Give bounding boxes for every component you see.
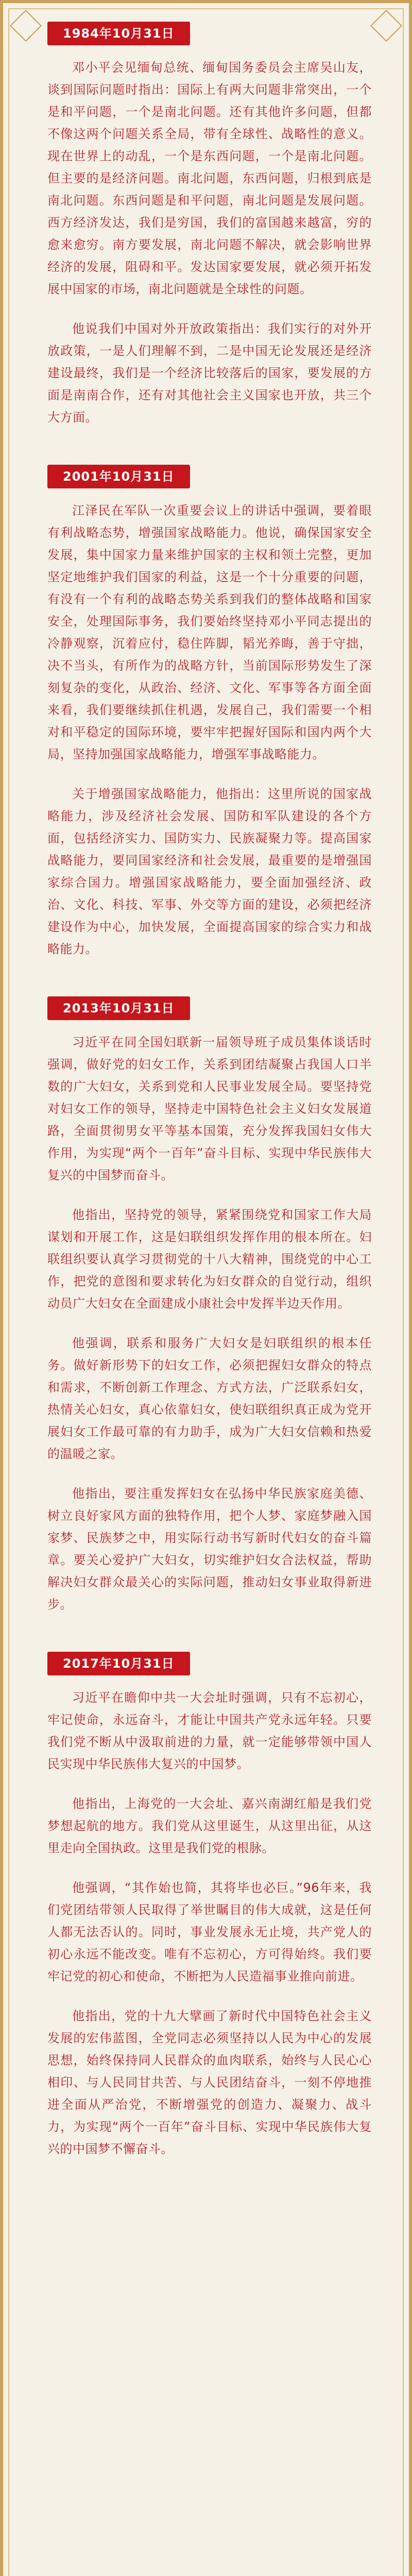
paragraph: 邓小平会见缅甸总统、缅甸国务委员会主席吴山友，谈到国际问题时指出：国际上有两大问题非常突出，一个是和平问题，一个是南北问题。还有其他许多问题，但都不像这两个问题关系全局，带有全球性、战略性的意义。现在世界上的动乱，一个是东西问题，一个是南北问题。但主要的是经济问题。南北问题，东西问题，归根到底是南北问题。东西问题是和平问题，南北问题是发展问题。西方经济发达，我们是穷国，我们的富国越来越富，穷的愈来愈穷。南方要发展，南北问题不解决，就会影响世界经济的发展，阻碍和平。发达国家要发展，就必须开拓发展中国家的市场，南北问题就是全球性的问题。	[47, 60, 372, 296]
history-section-1984	[47, 22, 372, 429]
paragraph: 习近平在同全国妇联新一届领导班子成员集体谈话时强调，做好党的妇女工作，关系到团结凝聚占我国人口半数的广大妇女，关系到党和人民事业发展全局。要坚持党对妇女工作的领导，坚持走中国特色社会主义妇女发展道路，全面贯彻男女平等基本国策，充分发挥我国妇女伟大作用，为实现“两个一百年”奋斗目标、实现中华民族伟大复兴的中国梦而奋斗。	[47, 1035, 372, 1182]
date-badge: 2017年10月31日	[47, 1652, 190, 1675]
paragraph: 他指出，党的十九大擘画了新时代中国特色社会主义发展的宏伟蓝图，全党同志必须坚持以人民为中心的发展思想，始终保持同人民群众的血肉联系，始终与人民心心相印、与人民同甘共苦、与人民团结奋斗，一刻不停地推进全面从严治党，不断增强党的创造力、凝聚力、战斗力，为实现“两个一百年”奋斗目标、实现中华民族伟大复兴的中国梦不懈奋斗。	[47, 2009, 372, 2156]
history-section-2001	[47, 465, 372, 960]
history-section-2017	[47, 1652, 372, 2160]
paragraph: 他指出，坚持党的领导，紧紧围绕党和国家工作大局谋划和开展工作，这是妇联组织发挥作用的根本所在。妇联组织要认真学习贯彻党的十八大精神，围绕党的中心工作，把党的意图和要求转化为妇女群众的自觉行动，组织动员广大妇女在全面建成小康社会中发挥半边天作用。	[47, 1208, 372, 1311]
history-section-2013	[47, 996, 372, 1616]
paragraph: 他指出，要注重发挥妇女在弘扬中华民族家庭美德、树立良好家风方面的独特作用，把个人梦、家庭梦融入国家梦、民族梦之中，用实际行动书写新时代妇女的奋斗篇章。要关心爱护广大妇女，切实维护妇女合法权益，帮助解决妇女群众最关心的实际问题，推动妇女事业取得新进步。	[47, 1486, 372, 1612]
paragraph: 关于增强国家战略能力，他指出：这里所说的国家战略能力，涉及经济社会发展、国防和军队建设的各个方面，包括经济实力、国防实力、民族凝聚力等。提高国家战略能力，要同国家经济和社会发展，最重要的是增强国家综合国力。增强国家战略能力，要全面加强经济、政治、文化、科技、军事、外交等方面的建设，必须把经济建设作为中心，加快发展，全面提高国家的综合实力和战略能力。	[47, 787, 372, 956]
date-badge: 2001年10月31日	[47, 465, 190, 488]
paragraph: 他强调，“其作始也简，其将毕也必巨。”96年来，我们党团结带领人民取得了举世瞩目的伟大成就，这是任何人都无法否认的。同时，事业发展永无止境，共产党人的初心永远不能改变。唯有不忘初心，方可得始终。我们要牢记党的初心和使命，不断把为人民造福事业推向前进。	[47, 1880, 372, 1984]
corner-ornament-icon	[370, 10, 402, 42]
paragraph: 他强调，联系和服务广大妇女是妇联组织的根本任务。做好新形势下的妇女工作，必须把握妇女群众的特点和需求，不断创新工作理念、方式方法，广泛联系妇女，热情关心妇女，真心依靠妇女，使妇联组织真正成为党开展妇女工作最可靠的有力助手，成为广大妇女信赖和热爱的温暖之家。	[47, 1336, 372, 1461]
corner-ornament-icon	[10, 10, 42, 42]
article-content	[47, 22, 372, 2196]
paragraph: 江泽民在军队一次重要会议上的讲话中强调，要着眼有利战略态势，增强国家战略能力。他说，确保国家安全发展，集中国家力量来维护国家的主权和领土完整，更加坚定地维护我们国家的利益，这是一个十分重要的问题，有没有一个有利的战略态势关系到我们的整体战略和国家安全，处理国际事务，我们要始终坚持邓小平同志提出的冷静观察，沉着应付，稳住阵脚，韬光养晦，善于守拙，决不当头，有所作为的战略方针，当前国际形势发生了深刻复杂的变化，从政治、经济、文化、军事等各方面全面来看，我们要继续抓住机遇，发展自己，我们需要一个相对和平稳定的国际环境，要牢牢把握好国际和国内两个大局，坚持加强国家战略能力，增强军事战略能力。	[47, 503, 372, 761]
paragraph: 习近平在瞻仰中共一大会址时强调，只有不忘初心，牢记使命，永远奋斗，才能让中国共产党永远年轻。只要我们党不断从中汲取前进的力量，就一定能够带领中国人民实现中华民族伟大复兴的中国梦。	[47, 1690, 372, 1771]
date-badge: 2013年10月31日	[47, 996, 190, 1020]
paragraph: 他说我们中国对外开放政策指出：我们实行的对外开放政策，一是人们理解不到，二是中国无论发展还是经济建设最终，我们是一个经济比较落后的国家，要发展的方面是南南合作，还有对其他社会主义国家也开放，共三个大方面。	[47, 321, 372, 425]
paragraph: 他指出，上海党的一大会址、嘉兴南湖红船是我们党梦想起航的地方。我们党从这里诞生，从这里出征，从这里走向全国执政。这里是我们党的根脉。	[47, 1797, 372, 1855]
date-badge: 1984年10月31日	[47, 22, 190, 45]
